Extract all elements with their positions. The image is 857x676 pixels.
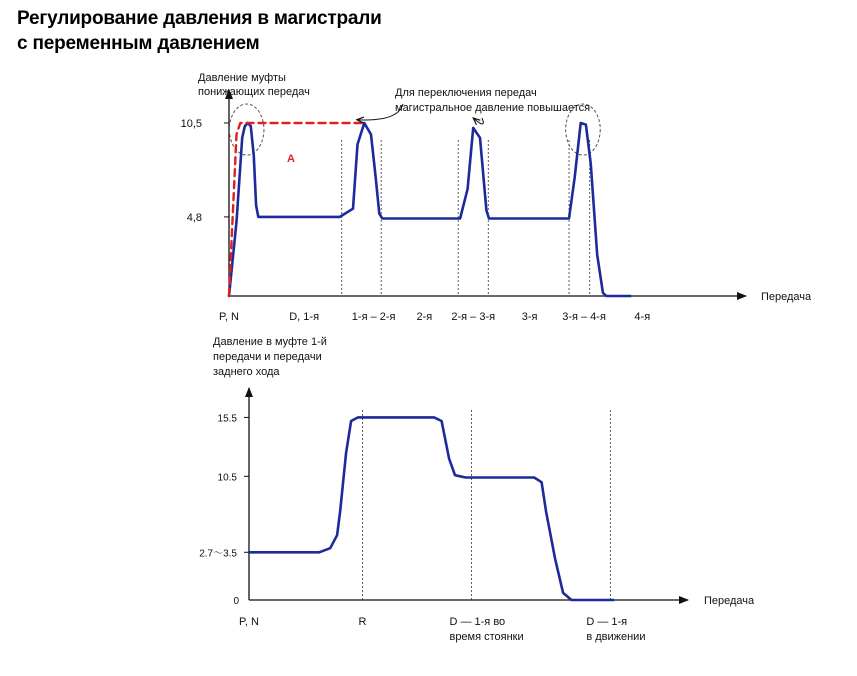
y-tick-label: 15.5 (217, 413, 237, 425)
series-line-main (229, 123, 630, 296)
series-line-main (249, 417, 613, 600)
y-axis-label: Давление в муфте 1-й (213, 336, 327, 348)
x-tick-label: 3-я (521, 311, 538, 323)
x-axis-label: Передача (704, 595, 755, 607)
annotation-text: магистральное давление повышается (395, 102, 591, 114)
y-axis-label: передачи и передачи (213, 351, 322, 363)
x-tick-label: D — 1-я во время стоянки (449, 616, 524, 643)
y-tick-label: 4,8 (186, 211, 202, 224)
x-tick-label: 4-я (634, 311, 651, 323)
y-tick-label: 10,5 (180, 117, 202, 130)
y-axis-label: понижающих передач (198, 86, 310, 98)
annotation-arrow (473, 118, 483, 124)
y-tick-label: 0 (233, 596, 239, 607)
x-tick-label: R (358, 616, 367, 628)
x-tick-label: 2-я (416, 311, 433, 323)
x-tick-label: 2-я – 3-я (451, 311, 496, 323)
series-line-dashed (229, 123, 364, 296)
dashed-line-label: A (287, 153, 295, 165)
x-tick-label: D, 1-я (289, 311, 320, 323)
annotation-text: Для переключения передач (395, 87, 537, 99)
page-title-line-2: с переменным давлением (17, 33, 260, 54)
x-tick-label: D — 1-я в движении (586, 616, 646, 643)
y-axis-label: Давление муфты (198, 72, 286, 84)
y-tick-label: 10.5 (217, 472, 237, 484)
page-title-line-1: Регулирование давления в магистрали (17, 8, 382, 29)
x-tick-label: P, N (239, 616, 259, 628)
x-tick-label: 1-я – 2-я (351, 311, 396, 323)
y-axis-label: заднего хода (213, 366, 280, 378)
chart-clutch-pressure-downshift (181, 72, 812, 323)
x-tick-label: 3-я – 4-я (562, 311, 606, 323)
x-tick-label: P, N (219, 311, 239, 323)
y-tick-label: 2.7～3.5 (199, 548, 237, 560)
chart-clutch-pressure-first-reverse (199, 336, 755, 643)
x-axis-label: Передача (761, 291, 812, 303)
highlight-circle (229, 104, 264, 155)
